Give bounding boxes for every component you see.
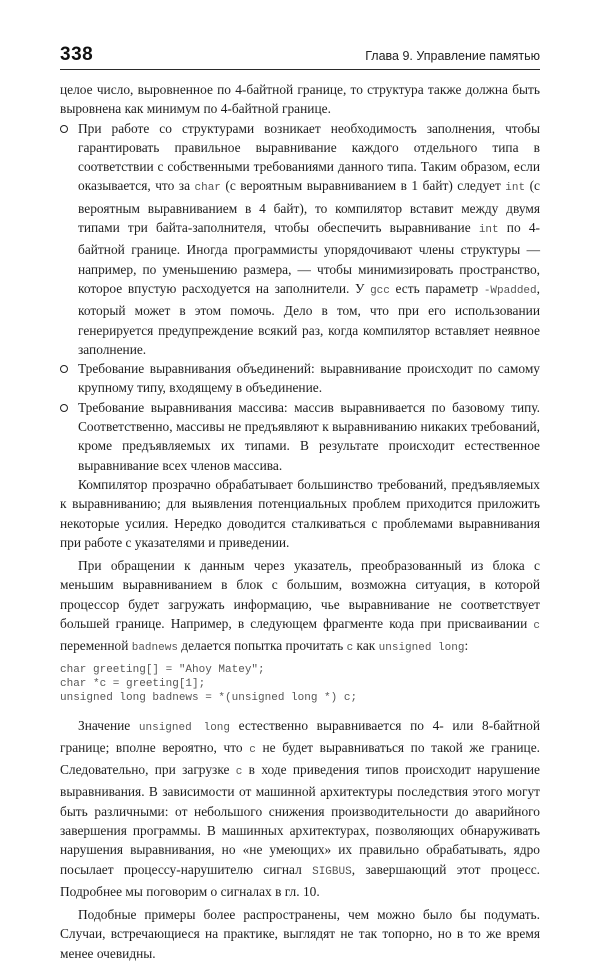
paragraph: целое число, выровненное по 4-байтной границе, то структура также должна быть выровнена как минимум по 4-байтной границе. xyxy=(60,82,540,117)
code-line: char *c = greeting[1]; xyxy=(60,677,206,690)
page-header xyxy=(60,43,540,70)
page-body xyxy=(60,80,540,963)
text: При обращении к данным через указатель, преобразованный из блока с меньшим выравниванием в блок с большим, возможна ситуация, в которой процессор будет загружать информацию, чье выравнивание не соответствует большей границе. Например, в следующем фрагменте кода при присваивании xyxy=(60,558,540,632)
code-line: unsigned long badnews = *(unsigned long *) c; xyxy=(60,692,358,705)
text: При работе со структурами возникает необходимость заполнения, чтобы гарантировать правильное выравнивание каждого отдельного типа в соответствии с собственными требованиями данного типа. Таким образом, если оказывается, что за xyxy=(78,120,540,194)
text: есть параметр xyxy=(389,280,484,296)
text: естественно выравнивается по 4- или 8-байтной границе; вполне вероятно, что xyxy=(60,717,540,755)
inline-code: gcc xyxy=(370,284,390,297)
code-line: char greeting[] = "Ahoy Matey"; xyxy=(60,663,265,676)
text: Требование выравнивания объединений: выравнивание происходит по самому крупному типу, входящему в объединение. xyxy=(78,361,540,396)
text: : xyxy=(464,638,469,654)
bullet-icon xyxy=(60,125,68,133)
text: (с вероятным выравниванием в 4 байт), то компилятор вставит между двумя типами три байта-заполнителя, чтобы обеспечить выравнивание xyxy=(78,178,540,236)
inline-code: char xyxy=(194,182,221,195)
bullet-item-union-alignment xyxy=(60,359,540,398)
bullet-item-array-alignment xyxy=(60,398,540,475)
text: делается попытка прочитать xyxy=(177,638,347,654)
inline-code: c xyxy=(235,766,243,779)
bullet-list xyxy=(60,119,540,475)
text: (с вероятным выравниванием в 1 байт) следует xyxy=(220,178,506,194)
inline-code: unsigned long xyxy=(378,642,465,655)
inline-code: c xyxy=(249,743,256,756)
page-number: 338 xyxy=(60,44,94,65)
text: по 4-байтной границе. Иногда программисты упорядочивают члены структуры — например, по уменьшению размера, — чтобы минимизировать пространство, которое впустую расходуется на заполнители. У xyxy=(78,220,540,296)
inline-code: int xyxy=(478,224,499,237)
inline-code: badnews xyxy=(131,642,178,655)
inline-code: -Wpadded xyxy=(483,284,537,297)
text: не будет выравниваться по такой же границе. Следовательно, при загрузке xyxy=(60,739,541,778)
text: в ходе приведения типов происходит нарушение выравнивания. В зависимости от машинной архитектуры последствия этого могут быть различными: от небольшого снижения производительности до аварийного завершения программы. В машинных архитектурах, позволяющих обнаруживать нарушения выравнивания, но «не умеющих» их правильно обрабатывать, ядро посылает процессу-нарушителю сигнал xyxy=(60,762,540,877)
paragraph xyxy=(60,716,540,902)
text: как xyxy=(353,638,379,654)
inline-code: c xyxy=(346,642,354,655)
text: Требование выравнивания массива: массив выравнивается по базовому типу. Соответственно, массивы не предъявляют к выравниванию никаких требований, кроме предъявляемых их типами. В результате происходит естественное выравнивание всех членов массива. xyxy=(78,399,540,473)
inline-code: SIGBUS xyxy=(312,865,352,878)
text: переменной xyxy=(60,638,132,654)
paragraph xyxy=(60,556,540,658)
paragraph: Подобные примеры более распространены, чем можно было бы подумать. Случаи, встречающиеся на практике, выглядят не так топорно, но в то же время менее очевидны. xyxy=(60,907,540,961)
code-block xyxy=(60,663,540,706)
bullet-icon xyxy=(60,365,68,373)
inline-code: c xyxy=(533,620,540,633)
inline-code: int xyxy=(505,182,526,195)
chapter-title: Глава 9. Управление памятью xyxy=(365,49,540,63)
text: , завершающий этот процесс. Подробнее мы поговорим о сигналах в гл. 10. xyxy=(60,861,540,899)
text: Значение xyxy=(78,717,139,733)
inline-code: unsigned long xyxy=(138,721,231,734)
bullet-item-struct-padding xyxy=(60,119,540,360)
text: , который может в этом помочь. Дело в том, что при его использовании генерируется предупреждение всякий раз, когда компилятор вставляет неявное заполнение. xyxy=(78,280,540,357)
bullet-icon xyxy=(60,404,68,412)
paragraph: Компилятор прозрачно обрабатывает большинство требований, предъявляемых к выравниванию; для выявления потенциальных проблем приходится приложить некоторые усилия. Нередко доводится сталкиваться с проблемами выравнивания при работе с указателями и приведении. xyxy=(60,476,540,550)
